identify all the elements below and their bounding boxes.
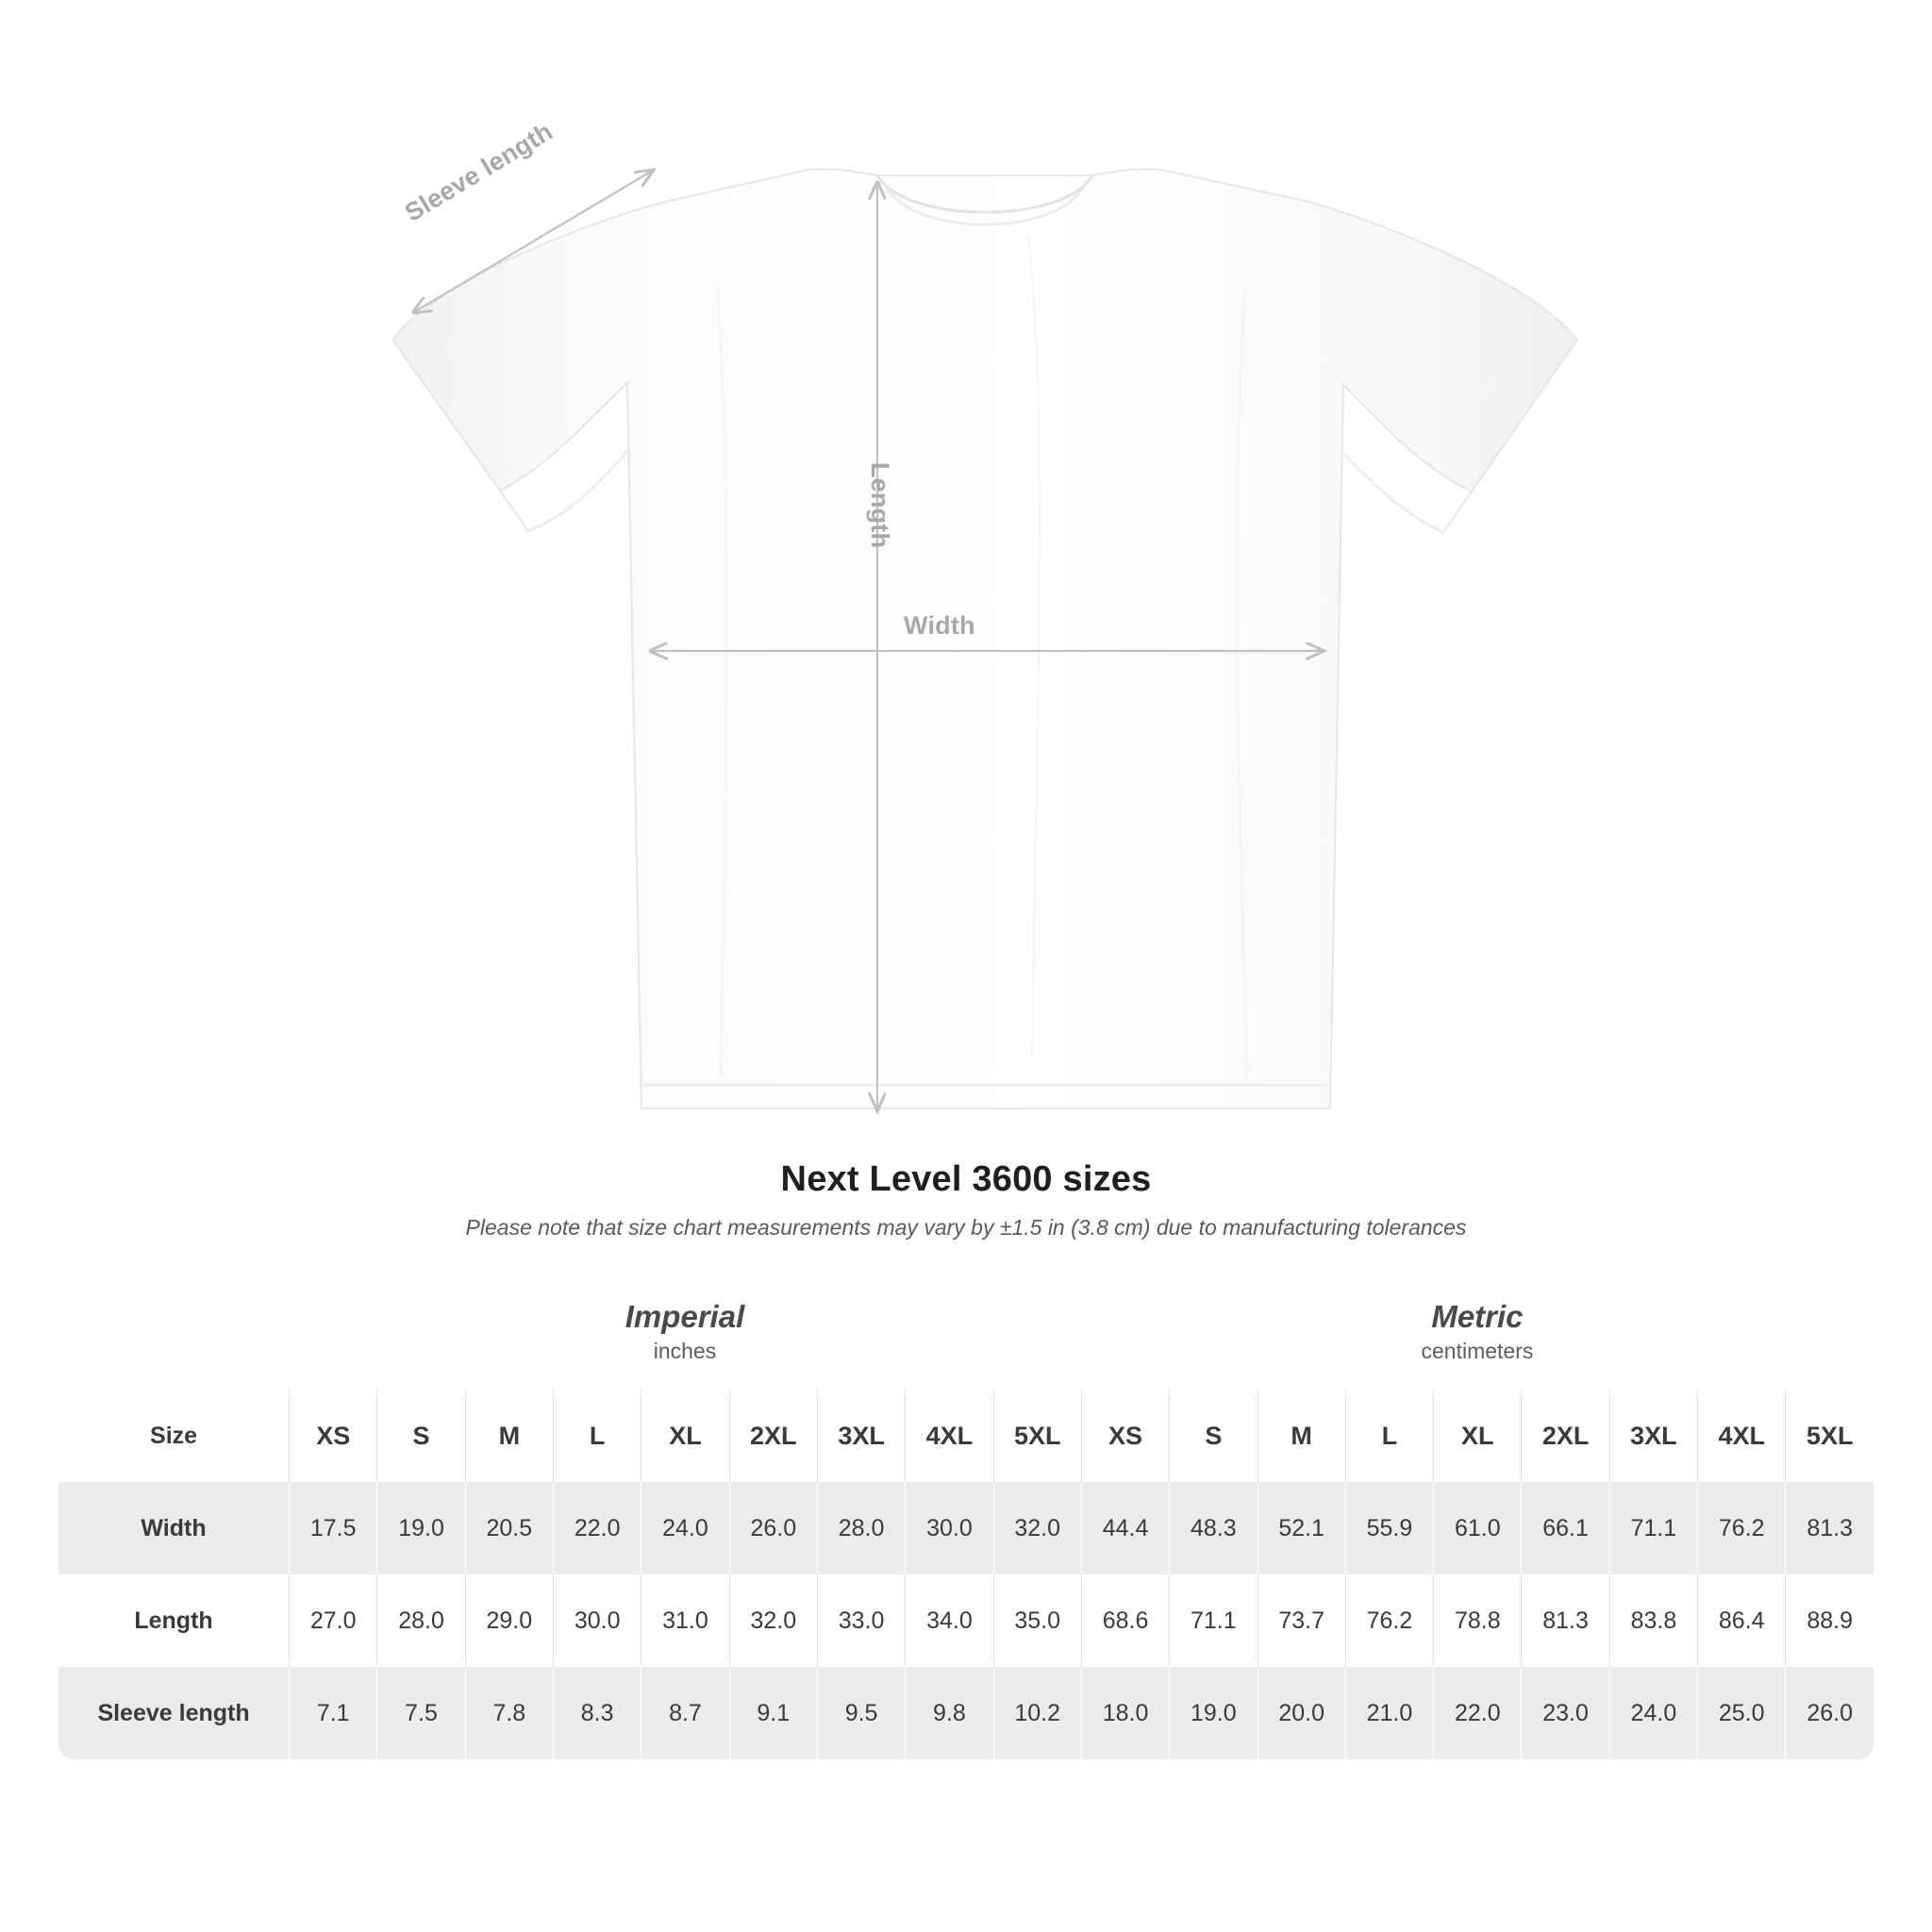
cell-length-imperial-s: 28.0 bbox=[376, 1574, 464, 1667]
cell-length-imperial-xl: 31.0 bbox=[641, 1574, 728, 1667]
cell-length-imperial-m: 29.0 bbox=[465, 1574, 553, 1667]
size-header-metric-5xl: 5XL bbox=[1785, 1390, 1874, 1482]
size-label: Size bbox=[58, 1390, 289, 1482]
row-label-sleeve-length: Sleeve length bbox=[58, 1667, 289, 1759]
cell-sleeve-imperial-xl: 8.7 bbox=[641, 1667, 728, 1759]
cell-length-metric-4xl: 86.4 bbox=[1697, 1574, 1785, 1667]
size-header-imperial-m: M bbox=[465, 1390, 553, 1482]
cell-length-metric-l: 76.2 bbox=[1345, 1574, 1433, 1667]
size-header-metric-s: S bbox=[1169, 1390, 1257, 1482]
size-header-imperial-xl: XL bbox=[641, 1390, 728, 1482]
size-header-imperial-3xl: 3XL bbox=[817, 1390, 905, 1482]
cell-width-imperial-xl: 24.0 bbox=[641, 1482, 728, 1574]
annotation-width: Width bbox=[904, 611, 975, 640]
annotation-length: Length bbox=[866, 462, 894, 549]
unit-header-imperial bbox=[289, 1276, 1081, 1390]
cell-sleeve-imperial-s: 7.5 bbox=[376, 1667, 464, 1759]
unit-header-metric bbox=[1081, 1276, 1874, 1390]
cell-length-imperial-3xl: 33.0 bbox=[817, 1574, 905, 1667]
size-header-imperial-s: S bbox=[376, 1390, 464, 1482]
page-title: Next Level 3600 sizes bbox=[780, 1159, 1152, 1199]
cell-length-imperial-2xl: 32.0 bbox=[729, 1574, 817, 1667]
table-row-length bbox=[58, 1574, 1874, 1667]
cell-sleeve-metric-s: 19.0 bbox=[1169, 1667, 1257, 1759]
cell-width-imperial-2xl: 26.0 bbox=[729, 1482, 817, 1574]
unit-name-imperial: Imperial bbox=[625, 1298, 745, 1334]
annotation-sleeve-length: Sleeve length bbox=[400, 117, 558, 227]
cell-width-metric-xs: 44.4 bbox=[1081, 1482, 1169, 1574]
cell-sleeve-metric-5xl: 26.0 bbox=[1785, 1667, 1874, 1759]
cell-sleeve-imperial-2xl: 9.1 bbox=[729, 1667, 817, 1759]
size-table-wrapper bbox=[58, 1276, 1874, 1759]
size-header-imperial-4xl: 4XL bbox=[905, 1390, 992, 1482]
cell-length-imperial-l: 30.0 bbox=[553, 1574, 641, 1667]
cell-width-metric-2xl: 66.1 bbox=[1521, 1482, 1608, 1574]
unit-name-metric: Metric bbox=[1431, 1298, 1524, 1334]
size-header-metric-l: L bbox=[1345, 1390, 1433, 1482]
cell-width-imperial-4xl: 30.0 bbox=[905, 1482, 992, 1574]
cell-length-metric-5xl: 88.9 bbox=[1785, 1574, 1874, 1667]
size-header-imperial-xs: XS bbox=[289, 1390, 376, 1482]
cell-length-metric-s: 71.1 bbox=[1169, 1574, 1257, 1667]
cell-length-imperial-xs: 27.0 bbox=[289, 1574, 376, 1667]
cell-sleeve-metric-l: 21.0 bbox=[1345, 1667, 1433, 1759]
cell-width-imperial-xs: 17.5 bbox=[289, 1482, 376, 1574]
cell-width-metric-4xl: 76.2 bbox=[1697, 1482, 1785, 1574]
size-header-metric-2xl: 2XL bbox=[1521, 1390, 1608, 1482]
cell-width-metric-5xl: 81.3 bbox=[1785, 1482, 1874, 1574]
cell-width-imperial-5xl: 32.0 bbox=[993, 1482, 1081, 1574]
cell-sleeve-metric-2xl: 23.0 bbox=[1521, 1667, 1608, 1759]
size-header-metric-4xl: 4XL bbox=[1697, 1390, 1785, 1482]
cell-sleeve-imperial-5xl: 10.2 bbox=[993, 1667, 1081, 1759]
cell-length-metric-xs: 68.6 bbox=[1081, 1574, 1169, 1667]
cell-sleeve-imperial-m: 7.8 bbox=[465, 1667, 553, 1759]
size-header-metric-xl: XL bbox=[1433, 1390, 1521, 1482]
cell-sleeve-imperial-4xl: 9.8 bbox=[905, 1667, 992, 1759]
cell-width-imperial-s: 19.0 bbox=[376, 1482, 464, 1574]
cell-length-metric-m: 73.7 bbox=[1257, 1574, 1345, 1667]
cell-sleeve-imperial-l: 8.3 bbox=[553, 1667, 641, 1759]
size-header-metric-xs: XS bbox=[1081, 1390, 1169, 1482]
size-header-row bbox=[58, 1390, 1874, 1482]
cell-length-imperial-4xl: 34.0 bbox=[905, 1574, 992, 1667]
table-row-width bbox=[58, 1482, 1874, 1574]
cell-width-metric-l: 55.9 bbox=[1345, 1482, 1433, 1574]
cell-sleeve-metric-xl: 22.0 bbox=[1433, 1667, 1521, 1759]
row-label-length: Length bbox=[58, 1574, 289, 1667]
unit-header-row bbox=[58, 1276, 1874, 1390]
cell-sleeve-metric-xs: 18.0 bbox=[1081, 1667, 1169, 1759]
cell-width-metric-3xl: 71.1 bbox=[1609, 1482, 1697, 1574]
cell-width-metric-m: 52.1 bbox=[1257, 1482, 1345, 1574]
cell-sleeve-metric-m: 20.0 bbox=[1257, 1667, 1345, 1759]
unit-sub-metric: centimeters bbox=[1421, 1338, 1534, 1363]
cell-sleeve-imperial-3xl: 9.5 bbox=[817, 1667, 905, 1759]
size-header-imperial-l: L bbox=[553, 1390, 641, 1482]
cell-width-metric-s: 48.3 bbox=[1169, 1482, 1257, 1574]
cell-width-imperial-l: 22.0 bbox=[553, 1482, 641, 1574]
title-block bbox=[0, 1159, 1932, 1241]
cell-width-imperial-m: 20.5 bbox=[465, 1482, 553, 1574]
cell-width-imperial-3xl: 28.0 bbox=[817, 1482, 905, 1574]
unit-sub-imperial: inches bbox=[653, 1338, 717, 1363]
row-label-width: Width bbox=[58, 1482, 289, 1574]
size-table bbox=[58, 1276, 1874, 1759]
cell-length-metric-2xl: 81.3 bbox=[1521, 1574, 1608, 1667]
unit-corner-cell bbox=[58, 1276, 289, 1390]
shirt-shape bbox=[392, 169, 1577, 1108]
table-row-sleeve-length bbox=[58, 1667, 1874, 1759]
cell-sleeve-metric-4xl: 25.0 bbox=[1697, 1667, 1785, 1759]
cell-sleeve-imperial-xs: 7.1 bbox=[289, 1667, 376, 1759]
tolerance-note: Please note that size chart measurements may vary by ±1.5 in (3.8 cm) due to manufacturing tolerances bbox=[465, 1215, 1467, 1240]
size-header-metric-m: M bbox=[1257, 1390, 1345, 1482]
cell-sleeve-metric-3xl: 24.0 bbox=[1609, 1667, 1697, 1759]
cell-length-metric-3xl: 83.8 bbox=[1609, 1574, 1697, 1667]
size-header-imperial-5xl: 5XL bbox=[993, 1390, 1081, 1482]
cell-length-metric-xl: 78.8 bbox=[1433, 1574, 1521, 1667]
size-header-metric-3xl: 3XL bbox=[1609, 1390, 1697, 1482]
size-header-imperial-2xl: 2XL bbox=[729, 1390, 817, 1482]
cell-width-metric-xl: 61.0 bbox=[1433, 1482, 1521, 1574]
cell-length-imperial-5xl: 35.0 bbox=[993, 1574, 1081, 1667]
